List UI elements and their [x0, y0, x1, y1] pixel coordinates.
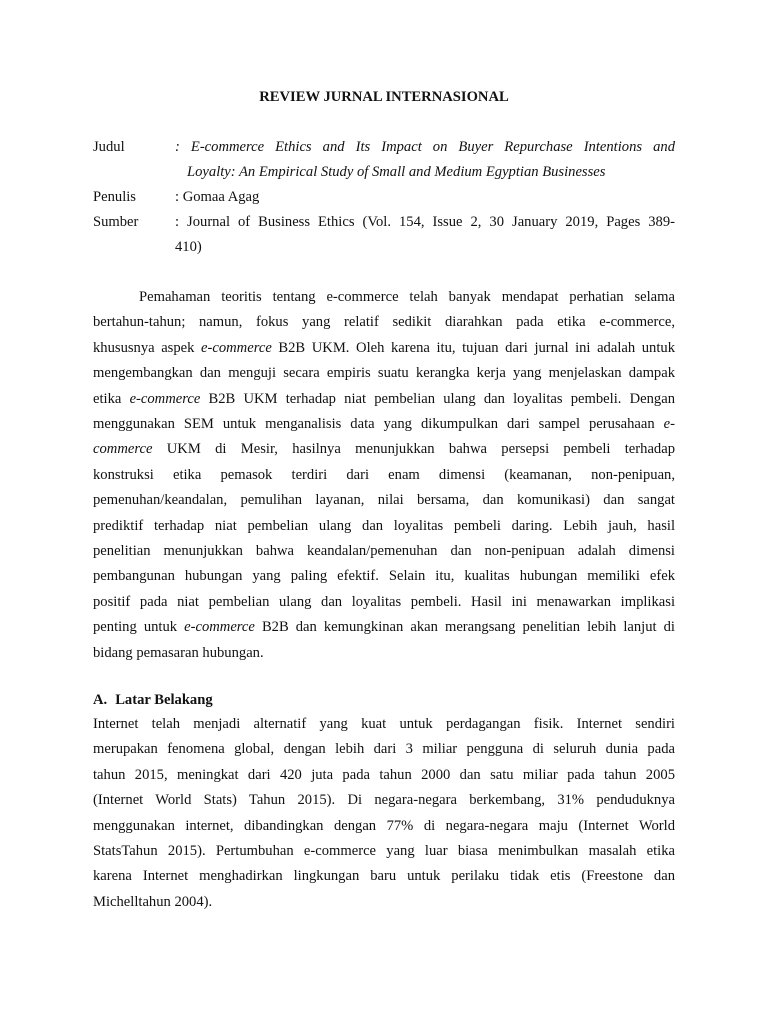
- abstract-text: B2B UKM terhadap niat pembelian ulang dan loyalitas pembeli. Dengan: [200, 390, 675, 407]
- section-a-heading: [93, 690, 213, 710]
- abstract-line: [93, 615, 675, 640]
- abstract-text: B2B dan kemungkinan akan merangsang penelitian lebih lanjut di: [254, 619, 675, 636]
- abstract-text: khususnya aspek: [93, 339, 202, 356]
- meta-sumber-value: [175, 210, 675, 260]
- section-a-paragraph: [93, 712, 675, 915]
- abstract-line: positif pada niat pembelian ulang dan loyalitas pembeli. Hasil ini menawarkan implikasi: [93, 593, 675, 610]
- meta-penulis-label: Penulis: [93, 189, 136, 205]
- meta-sumber-line: : Journal of Business Ethics (Vol. 154, Issue 2, 30 January 2019, Pages 389-: [175, 214, 675, 230]
- abstract-italic-term: commerce: [93, 441, 153, 458]
- section-a-line: Internet telah menjadi alternatif yang kuat untuk perdagangan fisik. Internet sendiri: [93, 716, 675, 732]
- section-a-line: karena Internet menghadirkan lingkungan baru untuk perilaku tidak etis (Freestone dan: [93, 868, 675, 885]
- meta-sumber-line: 410): [175, 239, 202, 255]
- abstract-line: bidang pemasaran hubungan.: [93, 644, 264, 661]
- meta-penulis-value: : Gomaa Agag: [175, 189, 260, 205]
- abstract-italic-term: e-: [663, 416, 675, 433]
- abstract-line: prediktif terhadap niat pembelian ulang dan loyalitas pembeli daring. Lebih jauh, hasil: [93, 517, 675, 534]
- abstract-line: penelitian menunjukkan bahwa keandalan/pemenuhan dan non-penipuan adalah dimensi: [93, 543, 675, 560]
- abstract-text: menggunakan SEM untuk menganalisis data yang dikumpulkan dari sampel perusahaan: [93, 416, 664, 433]
- section-a-title: Latar Belakang: [115, 692, 213, 708]
- meta-judul-value: [175, 135, 675, 185]
- abstract-line: mengembangkan dan menguji secara empiris suatu kerangka kerja yang menjelaskan dampak: [93, 365, 675, 382]
- meta-judul-text-2: Loyalty: An Empirical Study of Small and Medium Egyptian Businesses: [187, 164, 606, 180]
- document-title: REVIEW JURNAL INTERNASIONAL: [259, 89, 509, 105]
- section-a-line: Michelltahun 2004).: [93, 893, 213, 910]
- meta-penulis-value-wrap: [175, 185, 675, 210]
- meta-judul: [93, 135, 675, 185]
- abstract-line: [93, 387, 675, 412]
- abstract-line: pembangunan hubungan yang paling efektif. Selain itu, kualitas hubungan memiliki efek: [93, 568, 675, 585]
- abstract-line: konstruksi etika pemasok terdiri dari enam dimensi (keamanan, non-penipuan,: [93, 466, 675, 483]
- abstract-line: [93, 437, 675, 462]
- meta-sumber-label: Sumber: [93, 214, 139, 230]
- meta-judul-line: [175, 135, 675, 160]
- meta-penulis: [93, 185, 675, 210]
- meta-judul-text-1: : E-commerce Ethics and Its Impact on Buyer Repurchase Intentions and: [175, 139, 675, 155]
- abstract-text: penting untuk: [93, 619, 185, 636]
- abstract-text: etika: [93, 390, 130, 407]
- section-a-line: menggunakan internet, dibandingkan dengan 77% di negara-negara maju (Internet World: [93, 817, 675, 834]
- abstract-italic-term: e-commerce: [129, 390, 201, 407]
- section-a-line: merupakan fenomena global, dengan lebih dari 3 miliar pengguna di seluruh dunia pada: [93, 741, 675, 758]
- meta-judul-line: [175, 160, 675, 185]
- abstract-paragraph: [93, 285, 675, 666]
- section-a-line: StatsTahun 2015). Pertumbuhan e-commerce yang luar biasa menimbulkan masalah etika: [93, 843, 675, 860]
- abstract-line: [93, 336, 675, 361]
- abstract-italic-term: e-commerce: [201, 339, 272, 356]
- section-a-line: tahun 2015, meningkat dari 420 juta pada tahun 2000 dan satu miliar pada tahun 2005: [93, 766, 675, 783]
- section-a-line: (Internet World Stats) Tahun 2015). Di negara-negara berkembang, 31% penduduknya: [93, 792, 675, 809]
- abstract-italic-term: e-commerce: [184, 619, 255, 636]
- abstract-text: B2B UKM. Oleh karena itu, tujuan dari jurnal ini adalah untuk: [271, 339, 675, 356]
- meta-judul-label: Judul: [93, 139, 125, 155]
- abstract-line: Pemahaman teoritis tentang e-commerce telah banyak mendapat perhatian selama: [139, 289, 675, 305]
- section-a-number: A.: [93, 692, 108, 708]
- abstract-line: bertahun-tahun; namun, fokus yang relatif sedikit diarahkan pada etika e-commerce,: [93, 314, 675, 331]
- abstract-text: UKM di Mesir, hasilnya menunjukkan bahwa persepsi pembeli terhadap: [152, 441, 675, 458]
- abstract-line: pemenuhan/keandalan, pemulihan layanan, nilai bersama, dan komunikasi) dan sangat: [93, 492, 675, 509]
- abstract-line: [93, 412, 675, 437]
- meta-sumber: [93, 210, 675, 260]
